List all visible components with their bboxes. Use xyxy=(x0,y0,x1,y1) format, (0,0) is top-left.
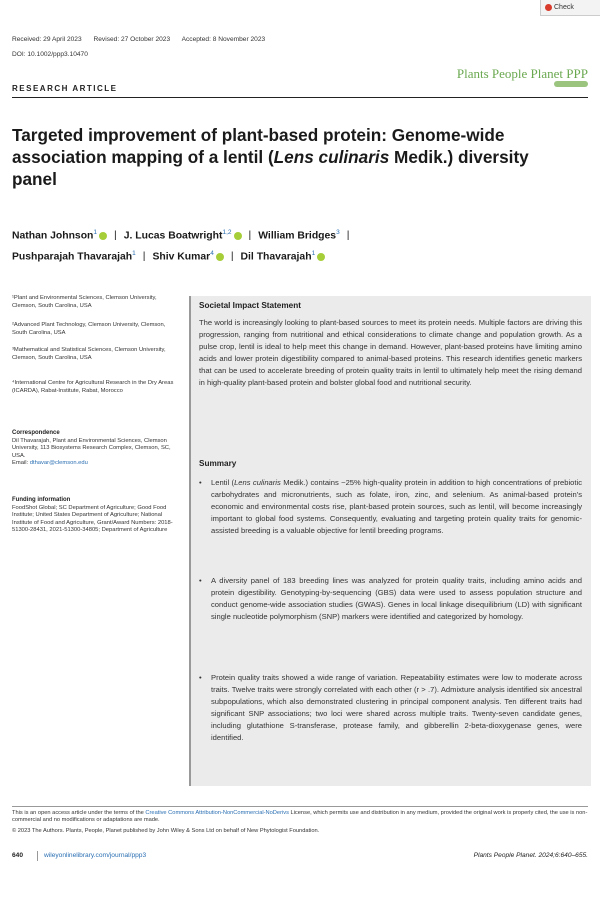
summary-heading: Summary xyxy=(199,459,237,468)
accepted-date: Accepted: 8 November 2023 xyxy=(181,36,266,43)
summary-bullet-3: • Protein quality traits showed a wide range of variation. Repeatability estimates were low to moderate across traits. Twelve traits were strongly correlated with each other (r > .7). Admixture analysis identified six ancestral subpopulations, which also demonstrated clustering in principal component analysis. Ten different traits had significant SNP associations; two loci were shared across multiple traits. Twenty-seven candidate genes, including glutathione S-transferase, protease family, and gibberellin 2-beta-dioxygenase genes, were identified. xyxy=(199,673,582,742)
doi[interactable]: DOI: 10.1002/ppp3.10470 xyxy=(12,51,88,58)
correspondence-text: Dil Thavarajah, Plant and Environmental Sciences, Clemson University, 113 Biosystems Research Complex, Clemson, SC, USA. xyxy=(12,437,171,459)
orcid-icon[interactable] xyxy=(99,232,107,240)
email-link[interactable]: dthavar@clemson.edu xyxy=(29,460,88,467)
author-name[interactable]: William Bridges xyxy=(258,230,337,242)
article-type: RESEARCH ARTICLE xyxy=(12,84,118,93)
author-name[interactable]: Nathan Johnson xyxy=(12,230,94,242)
citation: Plants People Planet. 2024;6:640–655. xyxy=(473,852,588,859)
author-name[interactable]: Pushparajah Thavarajah xyxy=(12,251,133,263)
article-dates xyxy=(12,36,275,43)
copyright: © 2023 The Authors. Plants, People, Planet published by John Wiley & Sons Ltd on behalf of New Phytologist Foundation. xyxy=(12,828,320,834)
license-link[interactable]: Creative Commons Attribution-NonCommercial-NoDerivs xyxy=(145,810,289,816)
orcid-icon[interactable] xyxy=(234,232,242,240)
funding-heading: Funding information xyxy=(12,497,71,503)
societal-impact-text: The world is increasingly looking to plant-based sources to meet its protein needs. Multiple factors are driving this progression, ranging from nutritional and ethical considerations to climate change and population growth. As a pulse crop, lentil is ideal to help meet this change in demand. However, plant-based proteins have limiting amino acids and lower protein digestibility compared to animal-based proteins. This research identifies genetic markers that can be used to accelerate breeding of protein quality traits in lentil to ultimately help meet the rising demand in high-quality plant-based protein and bolster global food and nutritional security. xyxy=(199,318,582,387)
orcid-icon[interactable] xyxy=(216,253,224,261)
societal-impact-heading: Societal Impact Statement xyxy=(199,301,301,310)
revised-date: Revised: 27 October 2023 xyxy=(93,36,171,43)
check-for-updates-badge[interactable]: Check xyxy=(540,0,600,16)
bullet-icon: • xyxy=(199,576,202,585)
summary-bullet-2: • A diversity panel of 183 breeding lines was analyzed for protein quality traits, including amino acids and protein digestibility. Genotyping-by-sequencing (GBS) data were used to assess population structure and conduct genome-wide association studies (GWAS). Genes in local linkage disequilibrium (LD) with significant single nucleotide polymorphism (SNP) markers were identified and categorized by homology. xyxy=(199,576,582,621)
author-line-2: Pushparajah Thavarajah$^1$ | Shiv Kumar$^4$ | Dil Thavarajah$^1$ xyxy=(12,250,582,262)
author-name[interactable]: J. Lucas Boatwright xyxy=(123,230,223,242)
journal-logo: Plants People Planet PPP xyxy=(457,66,588,87)
footer-rule xyxy=(12,806,588,807)
received-date: Received: 29 April 2023 xyxy=(12,36,82,43)
journal-logo-ribbon xyxy=(554,81,588,87)
article-title: Targeted improvement of plant-based protein: Genome-wide association mapping of a lentil (Lens culinaris Medik.) diversity panel xyxy=(12,125,529,189)
license-text: This is an open access article under the terms of the Creative Commons Attribution-NonCommercial-NoDerivs License, which permits use and distribution in any medium, provided the original work is properly cited, the use is non-commercial and no modifications or adaptations are made. xyxy=(12,810,588,824)
affiliation-1: ¹Plant and Environmental Sciences, Clemson University, Clemson, South Carolina, USA xyxy=(12,295,157,309)
summary-bullet-1: • Lentil (Lens culinaris Medik.) contains ~25% high-quality protein in addition to high concentrations of prebiotic carbohydrates and micronutrients, such as folate, iron, zinc, and selenium. As animal-based protein's economic and environmental costs rise, plant-based protein sources, such as lentil, will become increasingly important to global food systems. Consequently, evaluating and targeting protein quality traits for genomic-assisted breeding is a valuable objective for lentil breeding programs. xyxy=(199,478,582,535)
journal-site-link[interactable]: wileyonlinelibrary.com/journal/ppp3 xyxy=(44,852,147,859)
funding xyxy=(12,497,180,535)
bullet-icon: • xyxy=(199,673,202,682)
footer-divider xyxy=(37,851,38,861)
page-number: 640 xyxy=(12,852,24,859)
header-rule xyxy=(12,97,588,98)
orcid-icon[interactable] xyxy=(317,253,325,261)
affiliation-4: ⁴International Centre for Agricultural Research in the Dry Areas (ICARDA), Rabat-Institute, Rabat, Morocco xyxy=(12,380,174,394)
check-updates-icon xyxy=(545,4,552,11)
correspondence-heading: Correspondence xyxy=(12,430,60,436)
affiliation-3: ³Mathematical and Statistical Sciences, Clemson University, Clemson, South Carolina, USA xyxy=(12,347,166,361)
author-line-1: Nathan Johnson$^1$ | J. Lucas Boatwright$^{1,2}$ | William Bridges$^3$ | xyxy=(12,229,350,242)
author-name[interactable]: Shiv Kumar xyxy=(152,251,211,263)
author-name[interactable]: Dil Thavarajah xyxy=(240,251,312,263)
funding-text: FoodShot Global; SC Department of Agriculture; Good Food Institute; United States Department of Agriculture; National Institute of Food and Agriculture, Grant/Award Numbers: 2018-51300-28431, 2021-51300-34805; Department of Agriculture xyxy=(12,504,173,534)
affiliation-2: ²Advanced Plant Technology, Clemson University, Clemson, South Carolina, USA xyxy=(12,322,166,336)
correspondence: Correspondence Dil Thavarajah, Plant and Environmental Sciences, Clemson University, 113 Biosystems Research Complex, Clemson, SC, USA. Email: dthavar@clemson.edu xyxy=(12,430,180,468)
bullet-icon: • xyxy=(199,478,202,487)
